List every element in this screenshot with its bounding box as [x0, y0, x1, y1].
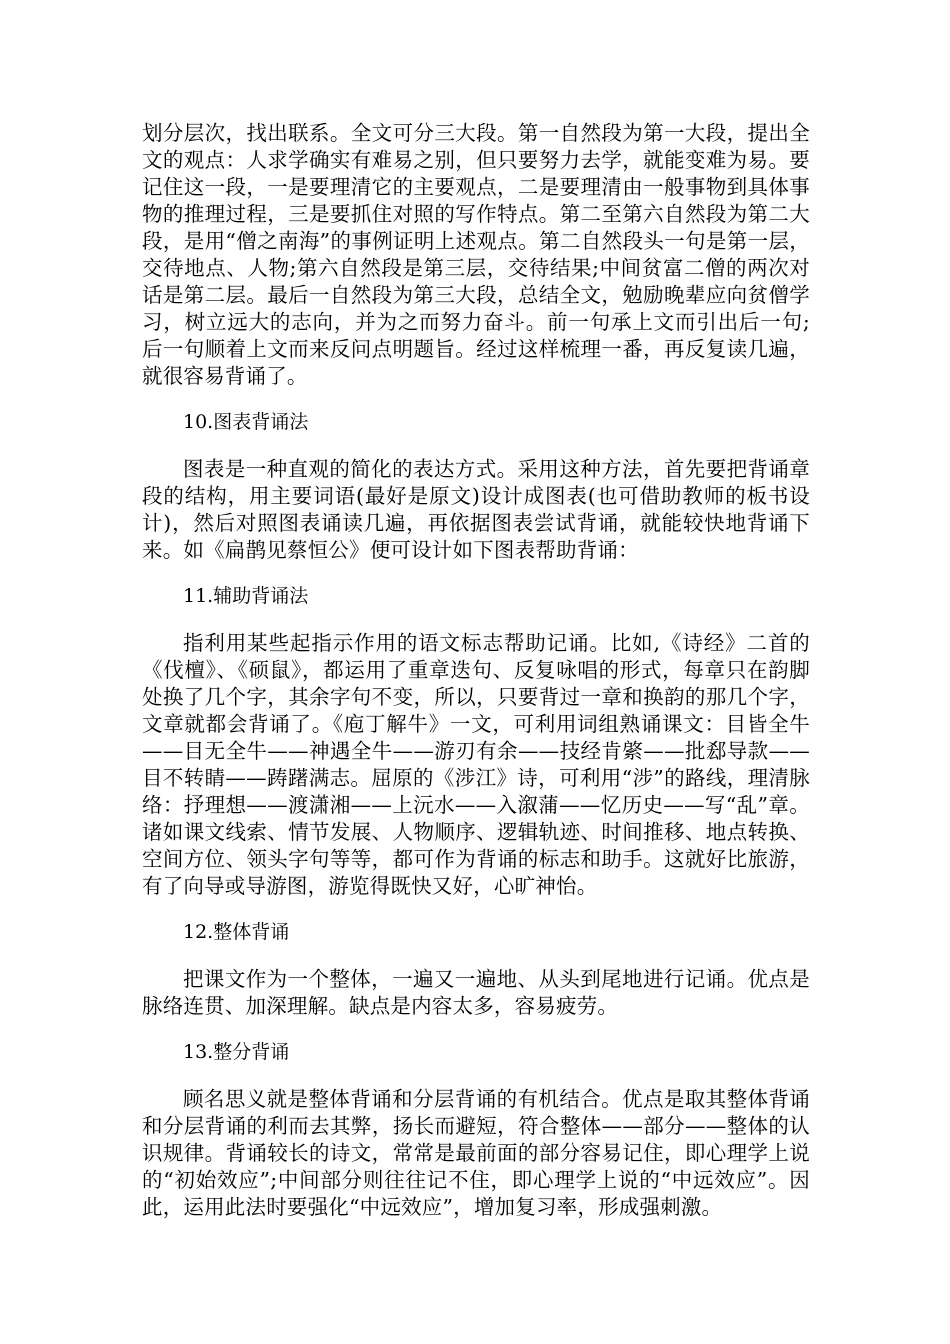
- paragraph-auxiliary-method: 指利用某些起指示作用的语文标志帮助记诵。比如,《诗经》二首的《伐檀》、《硕鼠》，都运用了重章迭句、反复咏唱的形式，每章只在韵脚处换了几个字，其余字句不变，所以，只要背过一章和换韵的那几个字，文章就都会背诵了。《庖丁解牛》一文，可利用词组熟诵课文：目皆全牛——目无全牛——神遇全牛——游刃有余——技经肯綮——批郄导款——目不转睛——踌躇满志。屈原的《涉江》诗，可利用“涉”的路线，理清脉络：抒理想——渡潇湘——上沅水——入溆蒲——忆历史——写“乱”章。诸如课文线索、情节发展、人物顺序、逻辑轨迹、时间推移、地点转换、空间方位、领头字句等等，都可作为背诵的标志和助手。这就好比旅游，有了向导或导游图，游览得既快又好，心旷神怡。: [142, 631, 810, 898]
- heading-whole-recitation: 12.整体背诵: [183, 921, 290, 943]
- paragraph-structure-analysis: 划分层次，找出联系。全文可分三大段。第一自然段为第一大段，提出全文的观点：人求学确实有难易之别，但只要努力去学，就能变难为易。要记住这一段，一是要理清它的主要观点，二是要理清由一般事物到具体事物的推理过程，三是要抓住对照的写作特点。第二至第六自然段为第二大段，是用“僧之南海”的事例证明上述观点。第二自然段头一句是第一层，交待地点、人物;第六自然段是第三层，交待结果;中间贫富二僧的两次对话是第二层。最后一自然段为第三大段，总结全文，勉励晚辈应向贫僧学习，树立远大的志向，并为之而努力奋斗。前一句承上文而引出后一句;后一句顺着上文而来反问点明题旨。经过这样梳理一番，再反复读几遍，就很容易背诵了。: [142, 121, 810, 388]
- heading-chart-method: 10.图表背诵法: [183, 411, 309, 433]
- heading-auxiliary-method: 11.辅助背诵法: [183, 585, 309, 607]
- paragraph-whole-part-recitation: 顾名思义就是整体背诵和分层背诵的有机结合。优点是取其整体背诵和分层背诵的利而去其弊，扬长而避短，符合整体——部分——整体的认识规律。背诵较长的诗文，常常是最前面的部分容易记住，即心理学上说的“初始效应”;中间部分则往往记不住，即心理学上说的“中远效应”。因此，运用此法时要强化“中远效应”，增加复习率，形成强刺激。: [142, 1087, 810, 1219]
- document-page: [142, 120, 810, 1221]
- paragraph-chart-method: 图表是一种直观的简化的表达方式。采用这种方法，首先要把背诵章段的结构，用主要词语(最好是原文)设计成图表(也可借助教师的板书设计)，然后对照图表诵读几遍，再依据图表尝试背诵，就能较快地背诵下来。如《扁鹊见蔡恒公》便可设计如下图表帮助背诵：: [142, 457, 810, 562]
- heading-whole-part-recitation: 13.整分背诵: [183, 1041, 290, 1063]
- paragraph-whole-recitation: 把课文作为一个整体，一遍又一遍地、从头到尾地进行记诵。优点是脉络连贯、加深理解。缺点是内容太多，容易疲劳。: [142, 967, 810, 1018]
